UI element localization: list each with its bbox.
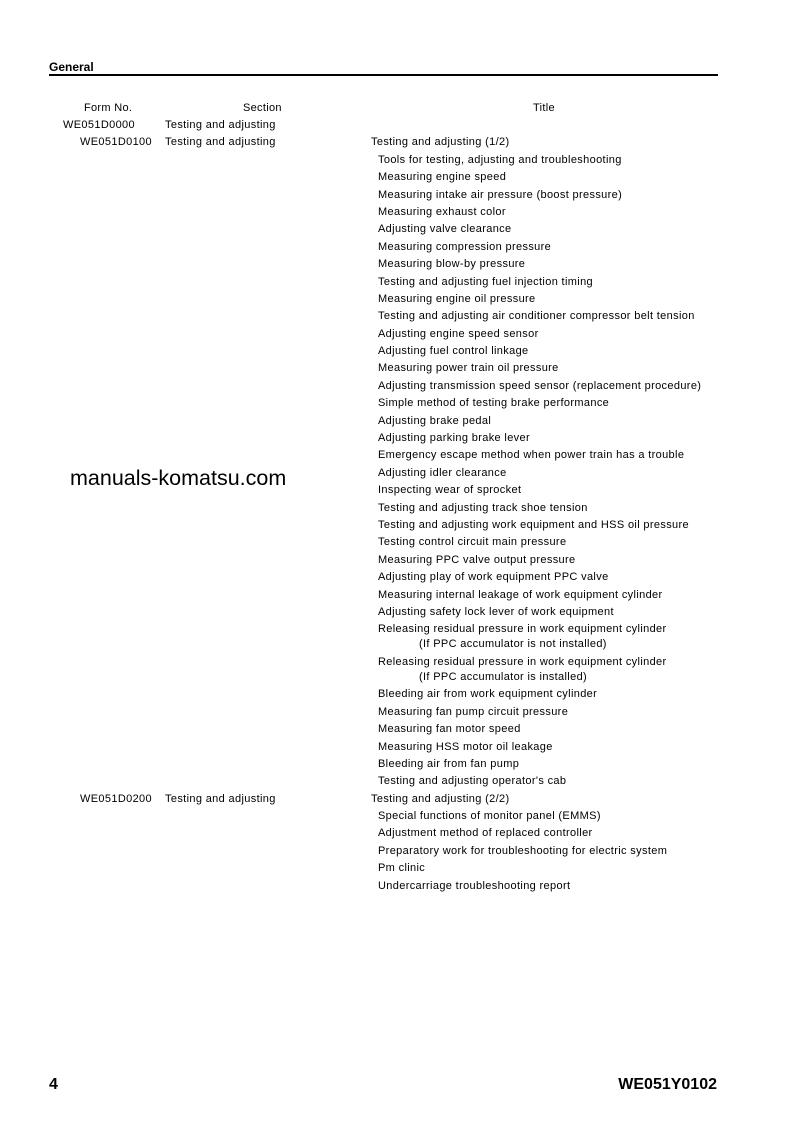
title-item: Adjusting fuel control linkage — [378, 345, 529, 358]
page-header-title: General — [49, 60, 94, 74]
title-item: Special functions of monitor panel (EMMS) — [378, 810, 601, 823]
title-item: Tools for testing, adjusting and troubleshooting — [378, 153, 622, 166]
title-item-row — [0, 221, 793, 238]
title-item-row — [0, 239, 793, 256]
title-item-row — [0, 878, 793, 895]
title-item: Measuring engine speed — [378, 171, 507, 184]
title-item: Measuring power train oil pressure — [378, 362, 559, 375]
form-number: WE051D0100 — [80, 136, 152, 149]
contents-table — [0, 117, 793, 895]
title-item: Measuring compression pressure — [378, 240, 552, 253]
title-item: Preparatory work for troubleshooting for electric system — [378, 844, 668, 857]
title-item-row — [0, 500, 793, 517]
title-item-row — [0, 517, 793, 534]
header-rule — [49, 74, 718, 76]
title-item-row — [0, 704, 793, 721]
title-item: Emergency escape method when power train has a trouble — [378, 449, 685, 462]
title-item-row — [0, 739, 793, 756]
title-item: Adjusting engine speed sensor — [378, 327, 539, 340]
title-item-row — [0, 552, 793, 569]
title-item-row — [0, 308, 793, 325]
column-header-section: Section — [243, 102, 282, 114]
title-item-row — [0, 343, 793, 360]
title-item: Pm clinic — [378, 862, 426, 875]
title-item-row — [0, 378, 793, 395]
column-header-title: Title — [533, 102, 555, 114]
column-header-form-no: Form No. — [84, 102, 133, 114]
title-item: Inspecting wear of sprocket — [378, 484, 522, 497]
title-item-row — [0, 274, 793, 291]
title-item: Measuring PPC valve output pressure — [378, 553, 576, 566]
title-item: Adjusting brake pedal — [378, 414, 492, 427]
title-item: Testing control circuit main pressure — [378, 536, 567, 549]
title-item: Releasing residual pressure in work equipment cylinder — [378, 623, 667, 636]
section-title: Testing and adjusting (2/2) — [371, 792, 510, 805]
title-item: Adjusting parking brake lever — [378, 432, 531, 445]
title-item-row — [0, 413, 793, 430]
section-name: Testing and adjusting — [165, 136, 276, 149]
title-item: Adjusting play of work equipment PPC valve — [378, 571, 609, 584]
title-item-row — [0, 447, 793, 464]
title-item-row — [0, 773, 793, 790]
title-item-row — [0, 256, 793, 273]
title-item-row — [0, 721, 793, 738]
title-item: Undercarriage troubleshooting report — [378, 879, 571, 892]
title-item-row — [0, 360, 793, 377]
title-item: Adjusting idler clearance — [378, 466, 507, 479]
title-item-row — [0, 569, 793, 586]
section-name: Testing and adjusting — [165, 119, 276, 131]
title-item: Testing and adjusting operator's cab — [378, 775, 567, 788]
title-item: Testing and adjusting track shoe tension — [378, 501, 588, 514]
title-item-note: (If PPC accumulator is not installed) — [419, 638, 607, 651]
title-item: Testing and adjusting air conditioner compressor belt tension — [378, 310, 695, 323]
title-item-row — [0, 825, 793, 842]
form-row — [0, 117, 793, 134]
title-item-row — [0, 843, 793, 860]
title-item: Adjusting transmission speed sensor (replacement procedure) — [378, 379, 702, 392]
section-name: Testing and adjusting — [165, 792, 276, 805]
form-row — [0, 134, 793, 151]
title-item-row — [0, 686, 793, 703]
title-item-row — [0, 621, 793, 654]
title-item: Measuring exhaust color — [378, 205, 506, 218]
title-item-row — [0, 430, 793, 447]
title-item-row — [0, 604, 793, 621]
title-item-row — [0, 808, 793, 825]
title-item: Simple method of testing brake performance — [378, 397, 610, 410]
form-number: WE051D0200 — [80, 792, 152, 805]
title-item-row — [0, 860, 793, 877]
title-item-row — [0, 756, 793, 773]
title-item: Releasing residual pressure in work equipment cylinder — [378, 655, 667, 668]
watermark: manuals-komatsu.com — [70, 466, 287, 490]
title-item: Measuring fan motor speed — [378, 723, 521, 736]
title-item-row — [0, 204, 793, 221]
title-item: Testing and adjusting work equipment and HSS oil pressure — [378, 518, 690, 531]
title-item: Measuring engine oil pressure — [378, 292, 536, 305]
title-item-row — [0, 395, 793, 412]
title-item-row — [0, 587, 793, 604]
title-item: Measuring fan pump circuit pressure — [378, 705, 569, 718]
form-row — [0, 791, 793, 808]
title-item: Adjustment method of replaced controller — [378, 827, 593, 840]
title-item: Measuring internal leakage of work equipment cylinder — [378, 588, 663, 601]
title-item: Bleeding air from work equipment cylinder — [378, 688, 598, 701]
title-item-row — [0, 534, 793, 551]
title-item: Measuring intake air pressure (boost pressure) — [378, 188, 623, 201]
title-item-row — [0, 187, 793, 204]
title-item-note: (If PPC accumulator is installed) — [419, 670, 588, 683]
page-number: 4 — [49, 1076, 58, 1093]
document-code: WE051Y0102 — [618, 1076, 717, 1093]
title-item-row — [0, 291, 793, 308]
title-item: Testing and adjusting fuel injection timing — [378, 275, 594, 288]
form-number: WE051D0000 — [63, 119, 135, 131]
title-item-row — [0, 169, 793, 186]
title-item: Adjusting safety lock lever of work equipment — [378, 605, 614, 618]
title-item-row — [0, 152, 793, 169]
title-item-row — [0, 326, 793, 343]
title-item-row — [0, 654, 793, 687]
title-item: Measuring HSS motor oil leakage — [378, 740, 553, 753]
title-item: Bleeding air from fan pump — [378, 757, 520, 770]
title-item: Measuring blow-by pressure — [378, 258, 526, 271]
title-item: Adjusting valve clearance — [378, 223, 512, 236]
section-title: Testing and adjusting (1/2) — [371, 136, 510, 149]
